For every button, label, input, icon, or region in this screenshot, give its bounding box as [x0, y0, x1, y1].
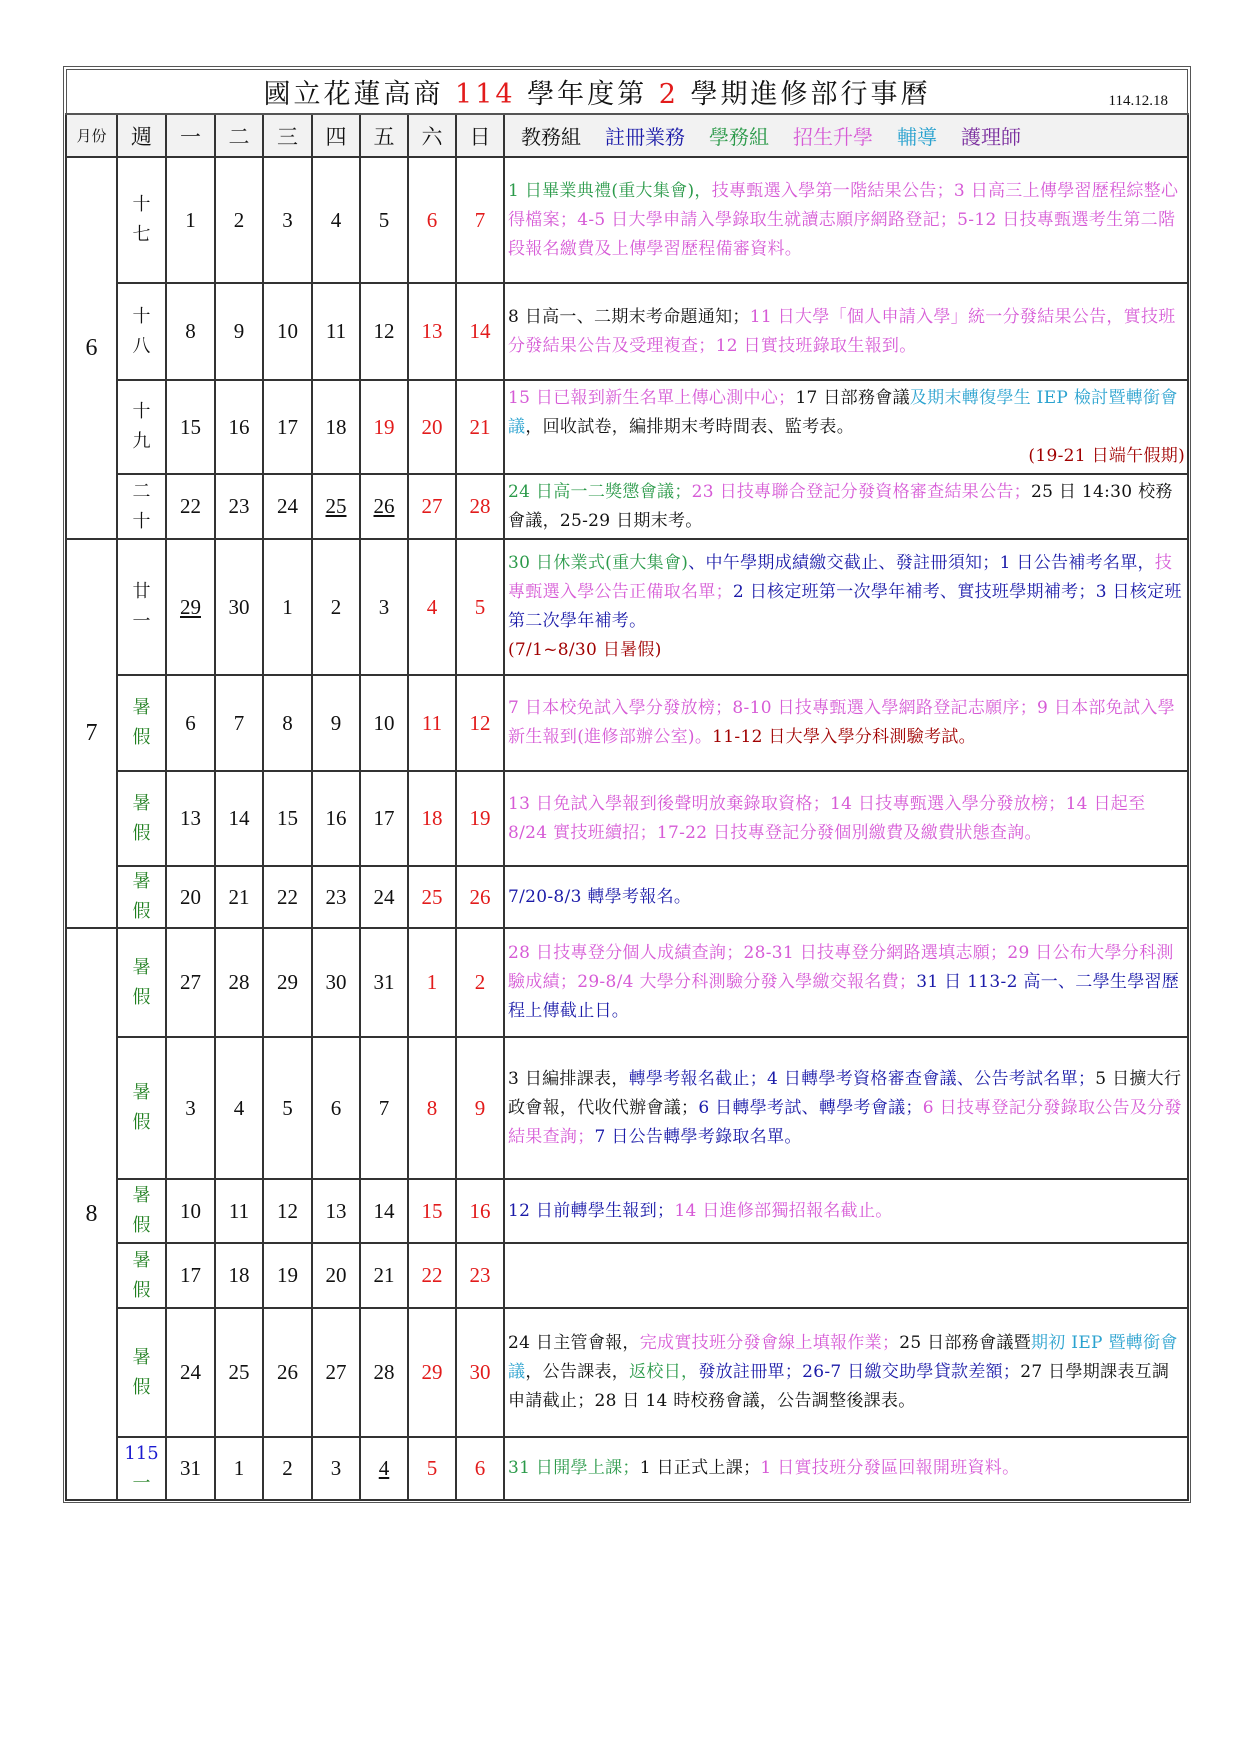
day-thu: 4	[312, 157, 360, 283]
event-text: 24 日高一二獎懲會議；	[508, 481, 692, 502]
day-tue: 14	[215, 771, 263, 866]
day-wed: 29	[263, 928, 312, 1037]
event-text: 25 日部務會議暨	[899, 1333, 1031, 1353]
events-cell	[504, 1437, 1188, 1500]
day-tue: 1	[215, 1437, 263, 1500]
day-wed: 22	[263, 866, 312, 928]
event-text: 14 日進修部獨招報名截止。	[674, 1200, 893, 1221]
week-label-part: 暑	[132, 956, 151, 978]
month-cell: 6	[66, 157, 117, 539]
title-row	[66, 69, 1188, 114]
legend-nurse: 護理師	[961, 125, 1021, 149]
event-text: 27 日學期課表互調申請截止；28 日 14 時校務會議，公告調整後課表。	[508, 1362, 1170, 1411]
day-sat: 15	[408, 1179, 456, 1243]
event-text: 1 日正式上課；	[639, 1458, 761, 1478]
day-thu: 13	[312, 1179, 360, 1243]
week-label	[117, 771, 166, 866]
day-wed: 15	[263, 771, 312, 866]
week-row	[66, 474, 1188, 539]
week-row	[66, 928, 1188, 1037]
header-row	[66, 114, 1188, 157]
event-note: (19-21 日端午假期)	[1028, 445, 1185, 466]
event-text: ，回收試卷，編排期末考時間表、監考表。	[525, 416, 855, 437]
day-tue: 9	[215, 283, 263, 380]
event-text: 31 日開學上課；	[508, 1458, 640, 1478]
day-thu: 23	[312, 866, 360, 928]
event-text: 轉學考報名截止；4 日轉學考資格審查會議、公告考試名單；	[628, 1068, 1096, 1089]
day-sat: 22	[408, 1243, 456, 1308]
day-sat: 4	[408, 539, 456, 675]
day-wed: 1	[263, 539, 312, 675]
day-fri: 10	[360, 675, 408, 771]
week-row	[66, 1308, 1188, 1437]
day-mon: 10	[166, 1179, 215, 1243]
event-text: 3 日編排課表，	[508, 1068, 629, 1089]
week-label-part: 十	[132, 194, 151, 215]
week-label	[117, 928, 166, 1037]
day-wed: 24	[263, 474, 312, 539]
event-text: 技專甄選入學第一階結果公告；3 日高三上傳學習歷程綜整心得檔案；4-5 日大學申請入學錄取生就讀志願序網路登記；5-12 日技專甄選考生第二階段報名繳費及上傳學習歷程備審資料。	[508, 180, 1179, 259]
week-label	[117, 380, 166, 474]
header-day-sat: 六	[408, 114, 456, 157]
events-cell	[504, 771, 1188, 866]
event-text: 6 日轉學考試、轉學考會議；	[698, 1097, 923, 1118]
week-label-part: 暑	[132, 792, 151, 814]
day-sun: 9	[456, 1037, 504, 1179]
day-sat: 5	[408, 1437, 456, 1500]
day-fri: 26	[360, 474, 408, 539]
event-text: 23 日技專聯合登記分發資格審查結果公告；	[691, 481, 1031, 502]
day-fri: 24	[360, 866, 408, 928]
header-day-tue: 二	[215, 114, 263, 157]
title-year: 114	[455, 78, 516, 110]
events-cell	[504, 380, 1188, 474]
title-term: 2	[658, 78, 679, 110]
event-note: (7/1~8/30 日暑假)	[508, 640, 662, 660]
event-text: 1 日實技班分發區回報開班資料。	[760, 1458, 1020, 1478]
day-sun: 12	[456, 675, 504, 771]
event-text: 7 日公告轉學考錄取名單。	[594, 1126, 802, 1147]
week-row	[66, 866, 1188, 928]
day-tue: 30	[215, 539, 263, 675]
title-cell	[66, 69, 1188, 114]
week-row	[66, 1179, 1188, 1243]
day-thu: 30	[312, 928, 360, 1037]
day-mon: 17	[166, 1243, 215, 1308]
events-cell	[504, 283, 1188, 380]
day-fri: 14	[360, 1179, 408, 1243]
day-mon: 15	[166, 380, 215, 474]
event-text: 25 日 14:30 校務會議，25-29 日期末考。	[508, 481, 1173, 531]
events-cell	[504, 928, 1188, 1037]
legend-academic: 教務組	[521, 125, 581, 149]
week-row	[66, 1243, 1188, 1308]
week-label-part: 一	[132, 1472, 151, 1494]
week-label	[117, 1308, 166, 1437]
week-label-part: 暑	[132, 1346, 151, 1368]
day-wed: 26	[263, 1308, 312, 1437]
week-label-part: 假	[132, 727, 151, 748]
week-row	[66, 675, 1188, 771]
day-wed: 17	[263, 380, 312, 474]
day-sat: 11	[408, 675, 456, 771]
week-label	[117, 1437, 166, 1500]
events-cell	[504, 157, 1188, 283]
day-fri: 28	[360, 1308, 408, 1437]
day-tue: 21	[215, 866, 263, 928]
day-thu: 6	[312, 1037, 360, 1179]
week-label-part: 十	[132, 305, 151, 327]
header-day-fri: 五	[360, 114, 408, 157]
week-label-part: 假	[132, 822, 151, 844]
day-sun: 19	[456, 771, 504, 866]
day-tue: 11	[215, 1179, 263, 1243]
header-day-thu: 四	[312, 114, 360, 157]
week-label-part: 假	[132, 1215, 151, 1236]
week-label-part: 七	[132, 224, 151, 245]
week-label-part: 假	[132, 986, 151, 1008]
events-cell	[504, 1037, 1188, 1179]
week-label-part: 假	[132, 1376, 151, 1398]
day-sat: 29	[408, 1308, 456, 1437]
day-fri: 3	[360, 539, 408, 675]
event-text: 28 日技專登分個人成績查詢；28-31 日技專登分網路選填志願；29 日公布大學分科測驗成績；29-8/4 大學分科測驗分發入學繳交報名費；	[508, 943, 1174, 992]
day-sat: 18	[408, 771, 456, 866]
event-text: 8 日高一、二期末考命題通知；	[508, 306, 750, 327]
header-day-sun: 日	[456, 114, 504, 157]
event-text: 技專甄選入學公告正備取名單；	[508, 553, 1173, 602]
day-thu: 18	[312, 380, 360, 474]
day-mon: 13	[166, 771, 215, 866]
week-row	[66, 771, 1188, 866]
event-text: 17 日部務會議	[795, 387, 910, 408]
week-label-part: 十	[132, 510, 151, 532]
day-mon: 6	[166, 675, 215, 771]
day-mon: 29	[166, 539, 215, 675]
week-label	[117, 1243, 166, 1308]
week-label-part: 二	[132, 480, 151, 502]
day-sat: 1	[408, 928, 456, 1037]
event-text: 、中午學期成績繳交截止、發註冊須知；1 日公告補考名單，	[688, 553, 1155, 573]
event-text: 11-12 日大學入學分科測驗考試。	[712, 727, 976, 747]
day-mon: 22	[166, 474, 215, 539]
event-text: 12 日前轉學生報到；	[508, 1200, 675, 1221]
day-tue: 4	[215, 1037, 263, 1179]
day-sun: 5	[456, 539, 504, 675]
week-label-part: 廿	[132, 581, 151, 602]
day-mon: 1	[166, 157, 215, 283]
day-mon: 3	[166, 1037, 215, 1179]
event-text: 2 日核定班第一次學年補考、實技班學期補考；3 日核定班第二次學年補考。	[508, 582, 1182, 631]
header-week: 週	[117, 114, 166, 157]
day-fri: 4	[360, 1437, 408, 1500]
events-cell	[504, 1179, 1188, 1243]
day-sat: 20	[408, 380, 456, 474]
header-day-wed: 三	[263, 114, 312, 157]
events-cell	[504, 539, 1188, 675]
week-label	[117, 866, 166, 928]
day-sun: 16	[456, 1179, 504, 1243]
title-prefix: 國立花蓮高商	[263, 78, 456, 110]
week-label-part: 十	[132, 401, 151, 422]
day-sun: 23	[456, 1243, 504, 1308]
day-sun: 30	[456, 1308, 504, 1437]
month-cell: 7	[66, 539, 117, 928]
day-sun: 7	[456, 157, 504, 283]
legend-registration: 註冊業務	[605, 125, 685, 149]
event-text: 及期末轉復學生 IEP 檢討暨轉銜會議	[508, 387, 1178, 437]
week-label-part: 暑	[132, 1185, 151, 1206]
week-label	[117, 1037, 166, 1179]
week-label-part: 九	[132, 431, 151, 452]
day-fri: 17	[360, 771, 408, 866]
day-fri: 21	[360, 1243, 408, 1308]
day-tue: 2	[215, 157, 263, 283]
day-thu: 9	[312, 675, 360, 771]
event-text: 1 日畢業典禮(重大集會)，	[508, 180, 712, 201]
day-mon: 31	[166, 1437, 215, 1500]
day-thu: 25	[312, 474, 360, 539]
day-wed: 10	[263, 283, 312, 380]
day-mon: 8	[166, 283, 215, 380]
events-cell	[504, 866, 1188, 928]
event-text: ，公告課表，	[525, 1362, 630, 1382]
day-mon: 24	[166, 1308, 215, 1437]
event-text: 完成實技班分發會線上填報作業；	[639, 1333, 900, 1353]
day-wed: 12	[263, 1179, 312, 1243]
week-label-part: 暑	[132, 871, 151, 892]
event-text: 30 日休業式(重大集會)	[508, 553, 689, 573]
calendar-table	[65, 69, 1189, 1501]
day-thu: 3	[312, 1437, 360, 1500]
title-middle: 學年度第	[515, 78, 659, 110]
event-text: 返校日，	[629, 1362, 699, 1382]
week-label-part: 假	[132, 1279, 151, 1301]
legend-guidance: 輔導	[897, 125, 937, 149]
events-cell	[504, 1308, 1188, 1437]
day-thu: 20	[312, 1243, 360, 1308]
day-thu: 11	[312, 283, 360, 380]
header-month: 月份	[66, 114, 117, 157]
title-suffix: 學期進修部行事曆	[678, 78, 931, 110]
week-row	[66, 1437, 1188, 1500]
header-legend	[504, 114, 1188, 157]
week-label	[117, 157, 166, 283]
day-tue: 16	[215, 380, 263, 474]
events-cell	[504, 675, 1188, 771]
event-text: 15 日已報到新生名單上傳心測中心；	[508, 387, 796, 408]
page-title	[66, 72, 1188, 111]
week-label-part: 暑	[132, 697, 151, 718]
week-label	[117, 283, 166, 380]
day-wed: 2	[263, 1437, 312, 1500]
day-tue: 7	[215, 675, 263, 771]
week-row	[66, 283, 1188, 380]
day-fri: 12	[360, 283, 408, 380]
day-tue: 28	[215, 928, 263, 1037]
day-fri: 19	[360, 380, 408, 474]
week-label-part: 暑	[132, 1249, 151, 1271]
week-label	[117, 539, 166, 675]
week-label-part: 115	[124, 1442, 159, 1464]
month-cell: 8	[66, 928, 117, 1500]
day-tue: 25	[215, 1308, 263, 1437]
week-label	[117, 675, 166, 771]
day-sun: 28	[456, 474, 504, 539]
day-thu: 16	[312, 771, 360, 866]
day-fri: 31	[360, 928, 408, 1037]
day-tue: 23	[215, 474, 263, 539]
day-sun: 14	[456, 283, 504, 380]
week-row	[66, 157, 1188, 283]
day-sun: 2	[456, 928, 504, 1037]
day-fri: 5	[360, 157, 408, 283]
day-wed: 19	[263, 1243, 312, 1308]
event-text: 13 日免試入學報到後聲明放棄錄取資格；14 日技專甄選入學分發放榜；14 日起至 8/24 實技班續招；17-22 日技專登記分發個別繳費及繳費狀態查詢。	[508, 793, 1146, 843]
day-wed: 5	[263, 1037, 312, 1179]
week-row	[66, 1037, 1188, 1179]
event-text: 7 日本校免試入學分發放榜；8-10 日技專甄選入學網路登記志願序；9 日本部免試入學新生報到(進修部辦公室)。	[508, 698, 1175, 747]
event-text: 7/20-8/3 轉學考報名。	[508, 886, 692, 907]
day-fri: 7	[360, 1037, 408, 1179]
legend-student-affairs: 學務組	[709, 125, 769, 149]
week-row	[66, 380, 1188, 474]
day-thu: 2	[312, 539, 360, 675]
day-sat: 27	[408, 474, 456, 539]
day-thu: 27	[312, 1308, 360, 1437]
week-label-part: 假	[132, 1112, 151, 1133]
event-text: 11 日大學「個人申請入學」統一分發結果公告，實技班分發結果公告及受理複查；12 日實技班錄取生報到。	[508, 306, 1176, 356]
events-cell	[504, 1243, 1188, 1308]
day-sun: 6	[456, 1437, 504, 1500]
day-mon: 20	[166, 866, 215, 928]
event-text: 期初 IEP 暨轉銜會議	[508, 1333, 1178, 1382]
event-text: 6 日技專登記分發錄取公告及分發結果查詢；	[508, 1097, 1182, 1147]
week-label-part: 假	[132, 901, 151, 922]
legend-admissions: 招生升學	[793, 125, 873, 149]
week-row	[66, 539, 1188, 675]
event-text: 發放註冊單；26-7 日繳交助學貸款差額；	[698, 1362, 1021, 1382]
day-sat: 8	[408, 1037, 456, 1179]
day-tue: 18	[215, 1243, 263, 1308]
week-label-part: 一	[132, 611, 151, 632]
week-label-part: 暑	[132, 1082, 151, 1103]
day-wed: 8	[263, 675, 312, 771]
day-mon: 27	[166, 928, 215, 1037]
header-day-mon: 一	[166, 114, 215, 157]
day-sat: 6	[408, 157, 456, 283]
week-label	[117, 1179, 166, 1243]
day-sun: 26	[456, 866, 504, 928]
event-text: 24 日主管會報，	[508, 1333, 640, 1353]
day-sat: 13	[408, 283, 456, 380]
revision-date: 114.12.18	[1108, 93, 1168, 109]
week-label	[117, 474, 166, 539]
event-text: 5 日擴大行政會報，代收代辦會議；	[508, 1068, 1182, 1118]
day-sun: 21	[456, 380, 504, 474]
events-cell	[504, 474, 1188, 539]
day-wed: 3	[263, 157, 312, 283]
event-text: 31 日 113-2 高一、二學生學習歷程上傳截止日。	[508, 972, 1180, 1021]
week-label-part: 八	[132, 335, 151, 357]
day-sat: 25	[408, 866, 456, 928]
